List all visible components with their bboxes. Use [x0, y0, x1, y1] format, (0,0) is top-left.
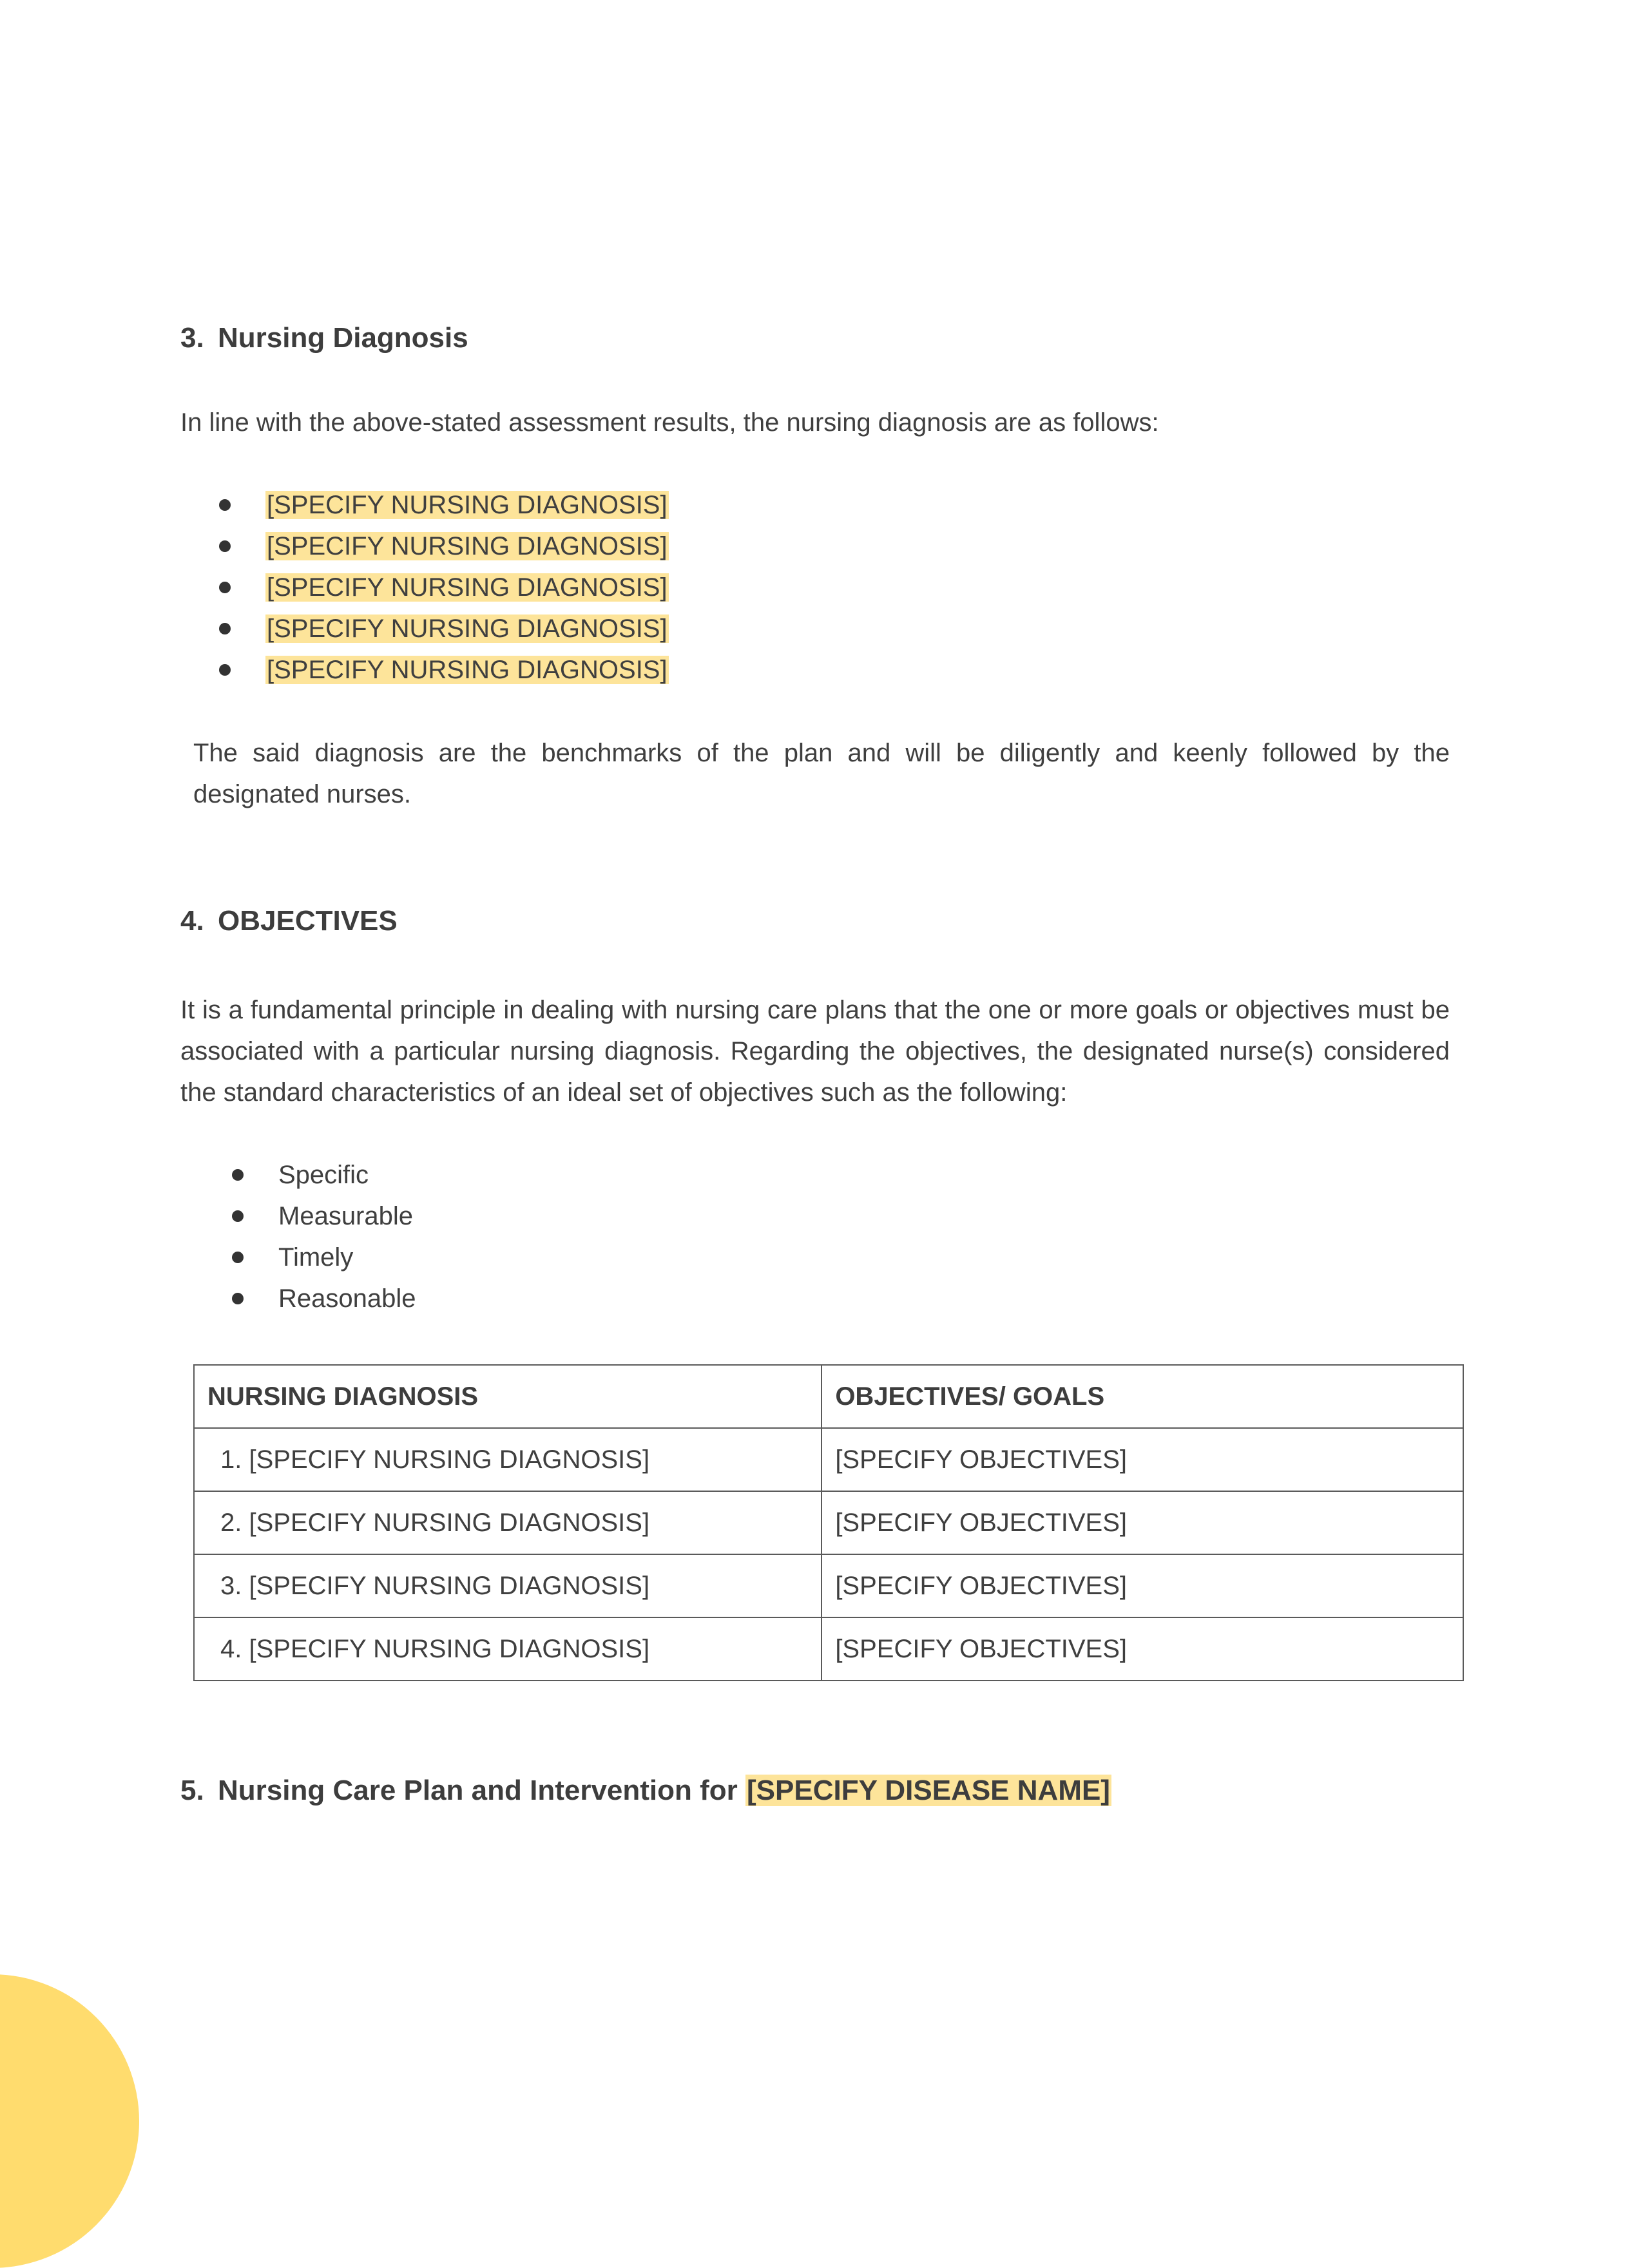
bullet-icon	[219, 540, 231, 552]
objectives-table	[193, 1364, 1464, 1681]
diagnosis-placeholder: [SPECIFY NURSING DIAGNOSIS]	[267, 573, 668, 602]
list-item	[219, 649, 669, 691]
diagnosis-placeholder: [SPECIFY NURSING DIAGNOSIS]	[267, 656, 668, 684]
list-item	[232, 1237, 416, 1278]
bullet-icon	[219, 499, 231, 511]
table-cell-diagnosis: 3. [SPECIFY NURSING DIAGNOSIS]	[194, 1554, 822, 1617]
section-4-intro: It is a fundamental principle in dealing with nursing care plans that the one or more goals or objectives must be associated with a particular nursing diagnosis. Regarding the objectives, the designated nurse(s) considered the standard characteristics of an ideal set of objectives such as the following:	[180, 996, 1450, 1107]
bullet-icon	[219, 664, 231, 676]
table-cell-diagnosis: 4. [SPECIFY NURSING DIAGNOSIS]	[194, 1617, 822, 1681]
table-row	[194, 1491, 1463, 1554]
section-3-number: 3.	[180, 322, 204, 354]
list-item	[232, 1278, 416, 1319]
table-cell-objectives: [SPECIFY OBJECTIVES]	[822, 1491, 1463, 1554]
table-row	[194, 1617, 1463, 1681]
characteristic-label: Measurable	[278, 1202, 414, 1230]
table-cell-objectives: [SPECIFY OBJECTIVES]	[822, 1554, 1463, 1617]
characteristic-label: Timely	[278, 1243, 354, 1272]
diagnosis-placeholder: [SPECIFY NURSING DIAGNOSIS]	[267, 532, 668, 560]
section-3-heading	[180, 319, 468, 357]
bullet-icon	[219, 623, 231, 634]
section-4-title: OBJECTIVES	[218, 905, 398, 937]
decorative-circle	[0, 1974, 139, 2268]
list-item	[219, 567, 669, 608]
section-3-title: Nursing Diagnosis	[218, 322, 468, 354]
table-header-row	[194, 1365, 1463, 1428]
table-cell-diagnosis: 1. [SPECIFY NURSING DIAGNOSIS]	[194, 1428, 822, 1491]
diagnosis-placeholder: [SPECIFY NURSING DIAGNOSIS]	[267, 615, 668, 643]
table-header-objectives: OBJECTIVES/ GOALS	[822, 1365, 1463, 1428]
section-5-title: Nursing Care Plan and Intervention for	[218, 1775, 738, 1806]
section-5-number: 5.	[180, 1775, 204, 1806]
section-4-number: 4.	[180, 905, 204, 937]
list-item	[232, 1154, 416, 1196]
table-row	[194, 1428, 1463, 1491]
table-cell-objectives: [SPECIFY OBJECTIVES]	[822, 1428, 1463, 1491]
list-item	[219, 608, 669, 649]
objectives-characteristics-list	[232, 1154, 416, 1319]
disease-name-placeholder: [SPECIFY DISEASE NAME]	[747, 1775, 1110, 1806]
characteristic-label: Reasonable	[278, 1284, 416, 1313]
section-5-heading	[180, 1771, 1111, 1810]
section-3-closing: The said diagnosis are the benchmarks of the plan and will be diligently and keenly followed by the designated nurses.	[193, 739, 1450, 808]
diagnosis-placeholder: [SPECIFY NURSING DIAGNOSIS]	[267, 491, 668, 519]
bullet-icon	[232, 1169, 244, 1181]
table-cell-objectives: [SPECIFY OBJECTIVES]	[822, 1617, 1463, 1681]
table-header-diagnosis: NURSING DIAGNOSIS	[194, 1365, 822, 1428]
list-item	[219, 526, 669, 567]
section-3-intro: In line with the above-stated assessment results, the nursing diagnosis are as follows:	[180, 408, 1159, 437]
table-row	[194, 1554, 1463, 1617]
diagnosis-list	[219, 484, 669, 691]
list-item	[232, 1196, 416, 1237]
characteristic-label: Specific	[278, 1161, 369, 1189]
section-4-heading	[180, 902, 398, 940]
bullet-icon	[232, 1252, 244, 1263]
bullet-icon	[232, 1210, 244, 1222]
bullet-icon	[232, 1293, 244, 1304]
list-item	[219, 484, 669, 526]
bullet-icon	[219, 582, 231, 593]
table-cell-diagnosis: 2. [SPECIFY NURSING DIAGNOSIS]	[194, 1491, 822, 1554]
